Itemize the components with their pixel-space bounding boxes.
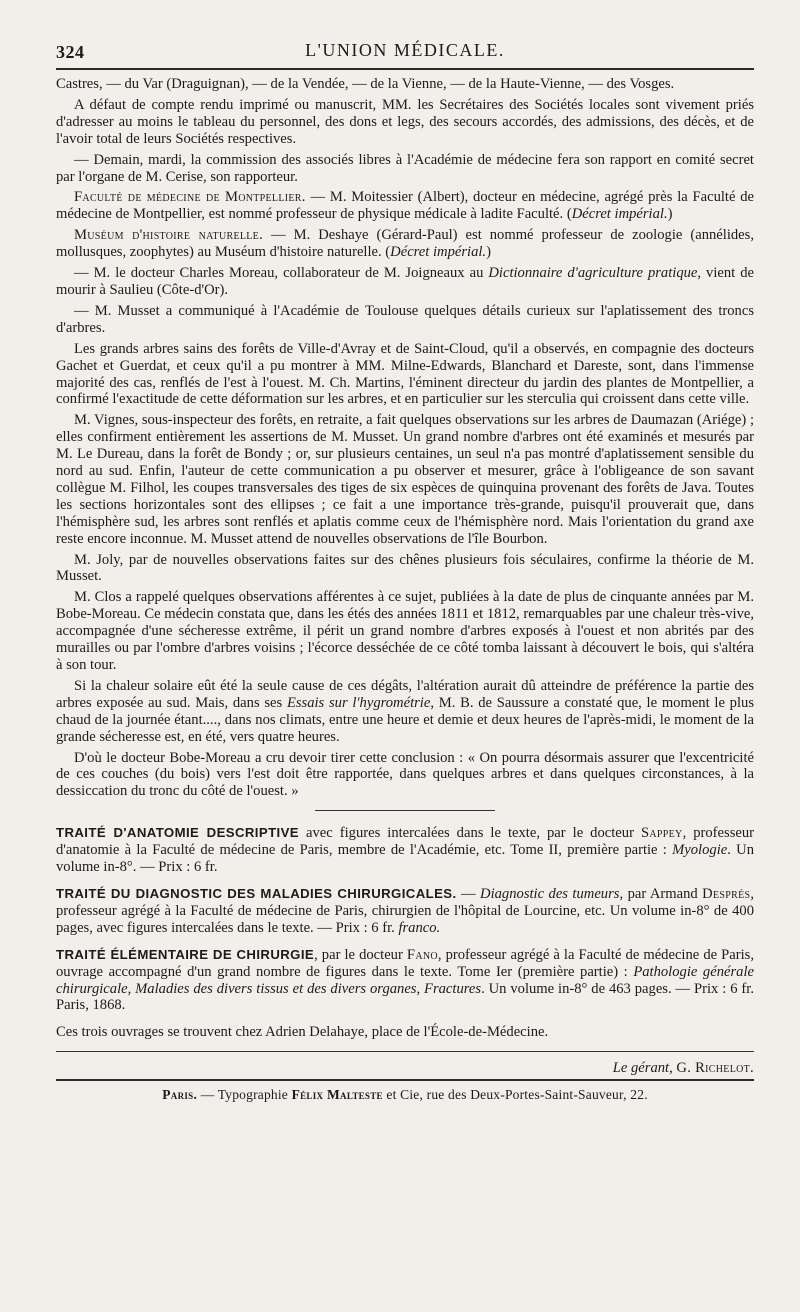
emphasis-text: Décret impérial. xyxy=(571,206,668,223)
book-author: Fano xyxy=(406,946,438,963)
paragraph-text: — M. Moitessier (Albert), docteur en médecine, agrégé près la Faculté de médecine de Montpellier, est nommé professeur de physique médicale à ladite Faculté. ( xyxy=(56,189,754,223)
imprint-city: Paris. xyxy=(162,1087,198,1103)
book-title: TRAITÉ DU DIAGNOSTIC DES MALADIES CHIRURGICALES. xyxy=(56,885,457,901)
book-availability: Ces trois ouvrages se trouvent chez Adrien Delahaye, place de l'École-de-Médecine. xyxy=(56,1024,549,1041)
paragraph-grands-arbres: Les grands arbres sains des forêts de Ville-d'Avray et de Saint-Cloud, qu'il a observés, en compagnie des docteurs Gachet et Guerdat, et ceux qu'il a pu montrer à MM. Milne-Edwards, Blanchard et Dareste, sont, dans l'immense majorité des cas, renflés de l'est à l'ouest. M. Ch. Martins, l'éminent directeur du jardin des plantes de Montpellier, a confirmé l'exactitude de cette déformation sur les arbres, et en particulier sur les sterculia qui croissent dans cette ville. xyxy=(56,340,754,408)
imprint-printer: Félix Malteste xyxy=(291,1087,383,1103)
emphasis-text: Décret impérial. xyxy=(390,244,487,261)
book-text: — xyxy=(456,885,481,902)
book-emphasis: Diagnostic des tumeurs xyxy=(480,885,620,902)
book-text: . Un volume in-8° de 463 pages. — Prix : 6 fr. Paris, 1868. xyxy=(56,980,754,1014)
paragraph-chaleur-solaire xyxy=(56,678,754,746)
paragraph-faculte-montpellier xyxy=(56,189,754,223)
page-number: 324 xyxy=(56,42,85,62)
book-title: TRAITÉ ÉLÉMENTAIRE DE CHIRURGIE xyxy=(56,946,315,962)
book-text: , par le docteur xyxy=(314,946,407,963)
section-divider xyxy=(315,810,495,811)
signature-name: G. Richelot. xyxy=(676,1060,754,1077)
paragraph-compte-rendu: A défaut de compte rendu imprimé ou manuscrit, MM. les Secrétaires des Sociétés locales sont vivement priés d'adresser au moins le tableau du personnel, des dons et legs, des secours accordés, des admissions, des décès, et de l'avoir total de leurs Sociétés respectives. xyxy=(56,96,754,147)
paragraph-vignes: M. Vignes, sous-inspecteur des forêts, en retraite, a fait quelques observations sur les arbres de Daumazan (Ariége) ; elles confirment entièrement les assertions de M. Musset. Un grand nombre d'arbres ont été examinés et mesurés par M. Le Dureau, dans la forêt de Bondy ; or, sur plusieurs centaines, un seul n'a pas montré d'aplatissement sensible du nord au sud. Enfin, l'auteur de cette communication a pu observer et mesurer, grâce à l'obligeance de son savant collègue M. Filhol, les coupes transversales des tiges de six espèces de quinquina provenant des forêts de Java. Toutes les sections horizontales sont des ellipses ; ce fait a une importance très-grande, puisqu'il prouverait que, dans l'hémisphère sud, les arbres sont renflés et aplatis comme ceux de l'hémisphère nord. Mais l'orientation du grand axe reste encore inconnue. M. Musset attend de nouvelles observations de l'île Bourbon. xyxy=(56,412,754,547)
imprint-text: — Typographie xyxy=(197,1087,292,1103)
signature xyxy=(56,1060,754,1077)
book-author: Sappey xyxy=(640,825,683,842)
imprint-address: et Cie, rue des Deux-Portes-Saint-Sauveur, 22. xyxy=(382,1087,648,1103)
journal-title: L'UNION MÉDICALE. xyxy=(305,40,505,60)
book-emphasis: Myologie xyxy=(672,842,728,859)
paragraph-end: ) xyxy=(667,206,673,223)
book-notice-anatomie xyxy=(56,825,754,876)
book-text: , professeur agrégé à la Faculté de médecine de Paris, ouvrage accompagné d'un grand nombre de figures dans le texte. Tome Ier (première partie) : xyxy=(56,946,754,980)
paragraph-text: Si la chaleur solaire eût été la seule cause de ces dégâts, l'altération aurait dû atteindre de préférence la partie des arbres exposée au sud. Mais, dans ses xyxy=(56,677,754,711)
header-rule xyxy=(56,68,754,70)
paragraph-text: — M. le docteur Charles Moreau, collaborateur de M. Joigneaux au xyxy=(74,265,489,282)
book-text: , par Armand xyxy=(619,885,703,902)
paragraph-moreau xyxy=(56,265,754,299)
news-column xyxy=(56,76,754,800)
book-title: TRAITÉ D'ANATOMIE DESCRIPTIVE xyxy=(56,825,299,841)
book-text: , professeur agrégé à la Faculté de médecine de Paris, chirurgien de l'hôpital de Lourcine, etc. Un volume in-8° de 400 pages, avec figures intercalées dans le texte. — Prix : 6 fr. xyxy=(56,885,754,936)
book-emphasis: Pathologie générale chirurgicale, Maladies des divers tissus et des divers organes, Fractures xyxy=(56,963,754,997)
paragraph-musset: — M. Musset a communiqué à l'Académie de Toulouse quelques détails curieux sur l'aplatissement des troncs d'arbres. xyxy=(56,302,754,336)
paragraph-end: ) xyxy=(486,244,491,261)
book-author: Després xyxy=(702,885,751,902)
book-emphasis: franco. xyxy=(398,919,441,936)
paragraph-joly: M. Joly, par de nouvelles observations faites sur des chênes plusieurs fois séculaires, confirme la théorie de M. Musset. xyxy=(56,551,754,585)
emphasis-text: Dictionnaire d'agriculture pratique xyxy=(488,265,698,282)
signature-label: Le gérant, xyxy=(612,1060,673,1077)
running-head xyxy=(56,34,754,68)
book-notice-chirurgie xyxy=(56,947,754,1015)
paragraph-clos: M. Clos a rappelé quelques observations afférentes à ce sujet, publiées à la date de plus de cinquante années par M. Bobe-Moreau. Ce médecin constata que, dans les étés des années 1811 et 1812, remarquables par une chaleur très-vive, accompagnée d'une sécheresse extrême, il périt un grand nombre d'arbres exposés à l'ouest et non abrités par des murailles ou par l'ombre d'arbres voisins ; l'écorce desséchée de ce côté tomba laissant à découvert le bois, qui s'altéra à son tour. xyxy=(56,589,754,673)
book-text: , professeur d'anatomie à la Faculté de médecine de Paris, membre de l'Académie, etc. Tome II, première partie : xyxy=(56,825,755,859)
paragraph-castres: Castres, — du Var (Draguignan), — de la Vendée, — de la Vienne, — de la Haute-Vienne, — des Vosges. xyxy=(56,76,675,92)
paragraph-conclusion: D'où le docteur Bobe-Moreau a cru devoir tirer cette conclusion : « On pourra désormais assurer que l'excentricité de ces couches (du bois) vers l'est doit être rapportée, dans quelques arbres et dans quelques circonstances, à la dessiccation du tronc du côté de l'ouest. » xyxy=(56,749,754,800)
section-heading: Muséum d'histoire naturelle. xyxy=(74,227,264,244)
paragraph-commission: — Demain, mardi, la commission des associés libres à l'Académie de médecine fera son rapport en comité secret par l'organe de M. Cerise, son rapporteur. xyxy=(56,151,754,185)
book-notice-diagnostic xyxy=(56,886,754,937)
emphasis-text: Essais sur l'hygrométrie xyxy=(286,694,431,711)
section-heading: Faculté de médecine de Montpellier. xyxy=(74,189,306,206)
paragraph-text: — M. Deshaye (Gérard-Paul) est nommé professeur de zoologie (annélides, mollusques, zoophytes) au Muséum d'histoire naturelle. ( xyxy=(56,227,754,261)
printer-imprint xyxy=(56,1087,754,1103)
paragraph-end: , vient de mourir à Saulieu (Côte-d'Or). xyxy=(56,265,754,298)
footer-rule xyxy=(56,1051,754,1052)
paragraph-museum xyxy=(56,227,754,261)
paragraph-end: , M. B. de Saussure a constaté que, le moment le plus chaud de la journée étant...., dans nos climats, entre une heure et demie et deux heures de l'après-midi, le moment de la grande sécheresse est, en été, vers quatre heures. xyxy=(56,694,754,745)
book-text: avec figures intercalées dans le texte, par le docteur xyxy=(298,825,641,842)
imprint-rule xyxy=(56,1079,754,1081)
book-notices xyxy=(56,825,754,1041)
book-text: . Un volume in-8°. — Prix : 6 fr. xyxy=(56,842,754,876)
